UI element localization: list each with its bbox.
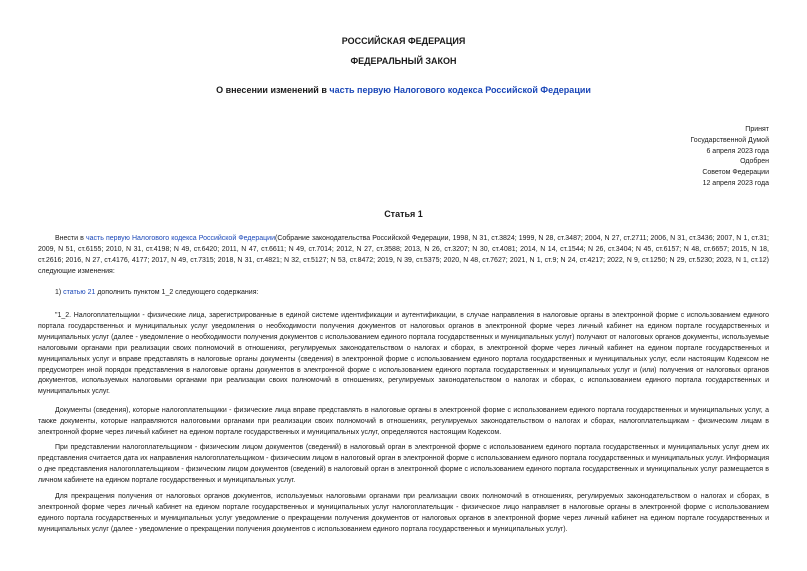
paragraph-amendments-text: (Собрание законодательства Российской Федерации, 1998, N 31, ст.3824; 1999, N 28, ст.3487; 2004, N 27, ст.2711; 2006, N 31, ст.3436; 2007, N 1, ст.31; 2009, N 51, ст.6155; 2010, N 31, ст.4198; N 49, ст.6420; 2011, N 47, ст.6611; N 49, ст.7014; 2012, N 27, ст.3588; 2013, N 26, ст.3207; N 30, ст.4081; 2014, N 14, ст.1544; N 26, ст.3404; N 45, ст.6157; N 48, ст.6657; 2015, N 18, ст.2616; 2016, N 27, ст.4176, 4177; 2017, N 49, ст.7315; 2018, N 31, ст.4821; N 32, ст.5127; N 53, ст.8472; 2019, N 39, ст.5375; 2020, N 48, ст.7627; 2021, N 1, ст.9; N 24, ст.4217; 2022, N 9, ст.1250; N 29, ст.5230; 2023, N 1, ст.12) следующие изменения:	[38, 235, 769, 275]
tax-code-part-one-link[interactable]: часть первую Налогового кодекса Российской Федерации	[85, 235, 276, 242]
approved-label: Одобрен	[740, 158, 769, 166]
acceptance-block	[690, 125, 769, 190]
approved-date: 12 апреля 2023 года	[702, 179, 769, 187]
paragraph-termination: Для прекращения получения от налоговых органов документов, используемых налоговыми органами при реализации своих полномочий в отношениях, регулируемых законодательством о налогах и сборах, в электронной форме через личный кабинет на едином портале государственных и муниципальных услуг налогоплательщик - физическое лицо направляет в налоговые органы в электронной форме с использованием единого портала государственных и муниципальных услуг уведомление о прекращении получения документов от налоговых органов в электронной форме через личный кабинет на едином портале государственных и муниципальных услуг (далее - уведомление о прекращении получения документов с использованием единого портала государственных и муниципальных услуг).	[38, 493, 769, 533]
document-type-heading: ФЕДЕРАЛЬНЫЙ ЗАКОН	[350, 56, 457, 66]
accepted-by-duma: Государственной Думой	[690, 136, 769, 144]
accepted-date: 6 апреля 2023 года	[706, 147, 769, 155]
accepted-label: Принят	[745, 126, 769, 133]
paragraph-amendments	[38, 234, 769, 278]
paragraph-documents: Документы (сведения), которые налогоплательщики - физические лица вправе представлять в налоговые органы в электронной форме с использованием единого портала государственных и муниципальных услуг, а также документы, которые направляются налоговыми органами при реализации своих полномочий в отношениях, регулируемых законодательством о налогах и сборах, налогоплательщикам - физическим лицам в электронной форме через личный кабинет на едином портале государственных и муниципальных услуг, определяются настоящим Кодексом.	[38, 407, 769, 436]
paragraph-amendments-pre: Внести в	[55, 235, 86, 242]
article-21-link[interactable]: статью 21	[63, 289, 96, 296]
paragraph-item-1	[38, 288, 769, 299]
article-heading: Статья 1	[384, 209, 423, 219]
item-1-text: дополнить пунктом 1_2 следующего содержания:	[95, 289, 259, 296]
law-title-text: О внесении изменений в	[216, 85, 330, 95]
approved-by-council: Советом Федерации	[702, 169, 769, 177]
tax-code-link[interactable]: часть первую Налогового кодекса Российской Федерации	[329, 85, 591, 95]
country-heading: РОССИЙСКАЯ ФЕДЕРАЦИЯ	[341, 36, 466, 46]
law-title	[0, 85, 807, 95]
item-1-number: 1)	[55, 289, 64, 296]
paragraph-submission-date: При представлении налогоплательщиком - физическим лицом документов (сведений) в налоговый орган в электронной форме с использованием единого портала государственных и муниципальных услуг днем их представления считается дата их направления налогоплательщиком - физическим лицом в налоговый орган в электронной форме с использованием единого портала государственных и муниципальных услуг. Информация о дне представления налогоплательщиком - физическим лицом документов (сведений) в налоговый орган в электронной форме с использованием единого портала государственных и муниципальных услуг размещается в личном кабинете на едином портале государственных и муниципальных услуг.	[38, 444, 769, 484]
paragraph-clause-1-2: "1_2. Налогоплательщики - физические лица, зарегистрированные в единой системе идентификации и аутентификации, в случае направления в налоговые органы в электронной форме с использованием единого портала государственных и муниципальных услуг уведомления о необходимости получения документов от налоговых органов в электронной форме через личный кабинет на едином портале государственных и муниципальных услуг (далее - уведомление о необходимости получения документов с использованием единого портала государственных и муниципальных услуг) получают от налоговых органов документы, используемые налоговыми органами при реализации своих полномочий в отношениях, регулируемых законодательством о налогах и сборах, в электронной форме через личный кабинет на едином портале государственных и муниципальных услуг и вправе представлять в налоговые органы документы (сведения) в электронной форме с использованием единого портала государственных и муниципальных услуг, если настоящим Кодексом не предусмотрен иной порядок представления в налоговые органы документов в электронной форме с использованием единого портала государственных и муниципальных услуг и (или) получения от налоговых органов документов, используемых налоговыми органами при реализации своих полномочий в отношениях, регулируемых законодательством о налогах и сборах, с использованием единого портала государственных и муниципальных услуг.	[38, 312, 769, 396]
